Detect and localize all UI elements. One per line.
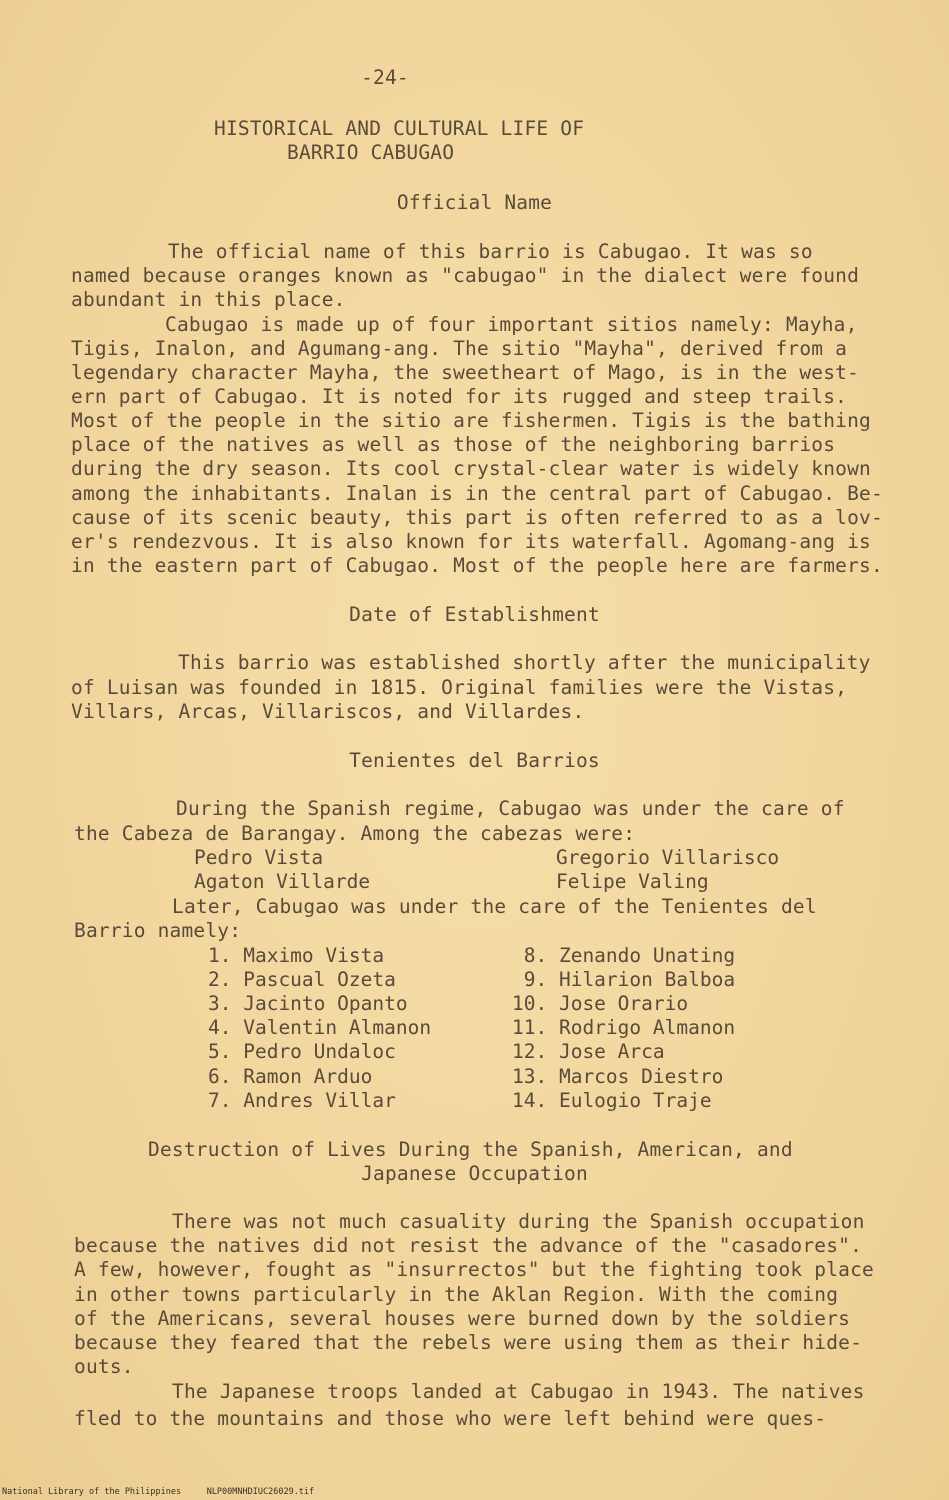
teniente-list-item: 10. Jose Orario	[512, 992, 689, 1015]
teniente-list-item: 1. Maximo Vista	[208, 944, 385, 967]
paragraph-line: The official name of this barrio is Cabugao. It was so	[168, 240, 813, 263]
paragraph-line: Cabugao is made up of four important sitios namely: Mayha,	[165, 313, 858, 336]
paragraph-line: Most of the people in the sitio are fishermen. Tigis is the bathing	[71, 409, 871, 432]
section-heading-official-name: Official Name	[396, 191, 553, 214]
paragraph-line: of the Americans, several houses were burned down by the soldiers	[74, 1307, 851, 1330]
cabeza-name: Felipe Valing	[556, 870, 709, 893]
teniente-list-item: 14. Eulogio Traje	[512, 1089, 712, 1112]
paragraph-line: of Luisan was founded in 1815. Original families were the Vistas,	[71, 676, 848, 699]
paragraph-line: outs.	[74, 1355, 134, 1378]
cabeza-name: Gregorio Villarisco	[556, 846, 780, 869]
teniente-list-item: 2. Pascual Ozeta	[208, 968, 396, 991]
teniente-list-item: 4. Valentin Almanon	[208, 1016, 432, 1039]
teniente-list-item: 6. Ramon Arduo	[208, 1065, 373, 1088]
paragraph-line: among the inhabitants. Inalan is in the central part of Cabugao. Be-	[71, 482, 883, 505]
paragraph-line: Barrio namely:	[74, 919, 242, 942]
section-heading-establishment: Date of Establishment	[349, 603, 600, 626]
teniente-list-item: 12. Jose Arca	[512, 1040, 665, 1063]
paragraph-line: abundant in this place.	[71, 288, 346, 311]
section-heading-destruction: Destruction of Lives During the Spanish, American, and	[148, 1138, 793, 1161]
paragraph-line: er's rendezvous. It is also known for its waterfall. Agomang-ang is	[71, 530, 871, 553]
paragraph-line: the Cabeza de Barangay. Among the cabezas were:	[74, 822, 636, 845]
document-title-line-2: BARRIO CABUGAO	[287, 141, 455, 164]
teniente-list-item: 9. Hilarion Balboa	[512, 968, 736, 991]
teniente-list-item: 11. Rodrigo Almanon	[512, 1016, 736, 1039]
section-heading-destruction-line-2: Japanese Occupation	[361, 1162, 588, 1185]
paragraph-line: named because oranges known as "cabugao" in the dialect were found	[71, 264, 860, 287]
paragraph-line: There was not much casuality during the Spanish occupation	[172, 1210, 865, 1233]
paragraph-line: This barrio was established shortly after the municipality	[178, 651, 871, 674]
page-number: -24-	[361, 66, 409, 89]
teniente-list-item: 13. Marcos Diestro	[512, 1065, 724, 1088]
section-heading-tenientes: Tenientes del Barrios	[349, 749, 600, 772]
paragraph-line: because the natives did not resist the advance of the "casadores".	[74, 1234, 863, 1257]
scan-footer: National Library of the Philippines NLP00MNHDIUC26029.tif	[2, 1487, 315, 1497]
paragraph-line: During the Spanish regime, Cabugao was under the care of	[176, 797, 845, 820]
paragraph-line: The Japanese troops landed at Cabugao in 1943. The natives	[172, 1380, 865, 1403]
teniente-list-item: 8. Zenando Unating	[512, 944, 736, 967]
paragraph-line: in other towns particularly in the Aklan Region. With the coming	[74, 1283, 839, 1306]
paragraph-line: Tigis, Inalon, and Agumang-ang. The sitio "Mayha", derived from a	[71, 337, 848, 360]
paragraph-line: because they feared that the rebels were using them as their hide-	[74, 1331, 863, 1354]
paragraph-line: place of the natives as well as those of the neighboring barrios	[71, 433, 836, 456]
paragraph-line: legendary character Mayha, the sweetheart of Mago, is in the west-	[71, 361, 860, 384]
paragraph-line: fled to the mountains and those who were left behind were ques-	[74, 1407, 827, 1430]
cabeza-name: Agaton Villarde	[194, 870, 371, 893]
cabeza-name: Pedro Vista	[194, 846, 324, 869]
paragraph-line: during the dry season. Its cool crystal-clear water is widely known	[71, 457, 871, 480]
paragraph-line: Later, Cabugao was under the care of the Tenientes del	[172, 895, 817, 918]
paragraph-line: Villars, Arcas, Villariscos, and Villardes.	[71, 700, 585, 723]
paragraph-line: ern part of Cabugao. It is noted for its rugged and steep trails.	[71, 385, 848, 408]
teniente-list-item: 3. Jacinto Opanto	[208, 992, 408, 1015]
paragraph-line: in the eastern part of Cabugao. Most of the people here are farmers.	[71, 554, 883, 577]
document-title-line-1: HISTORICAL AND CULTURAL LIFE OF	[214, 117, 585, 140]
teniente-list-item: 7. Andres Villar	[208, 1089, 396, 1112]
paragraph-line: cause of its scenic beauty, this part is often referred to as a lov-	[71, 506, 883, 529]
paragraph-line: A few, however, fought as "insurrectos" but the fighting took place	[74, 1258, 874, 1281]
teniente-list-item: 5. Pedro Undaloc	[208, 1040, 396, 1063]
